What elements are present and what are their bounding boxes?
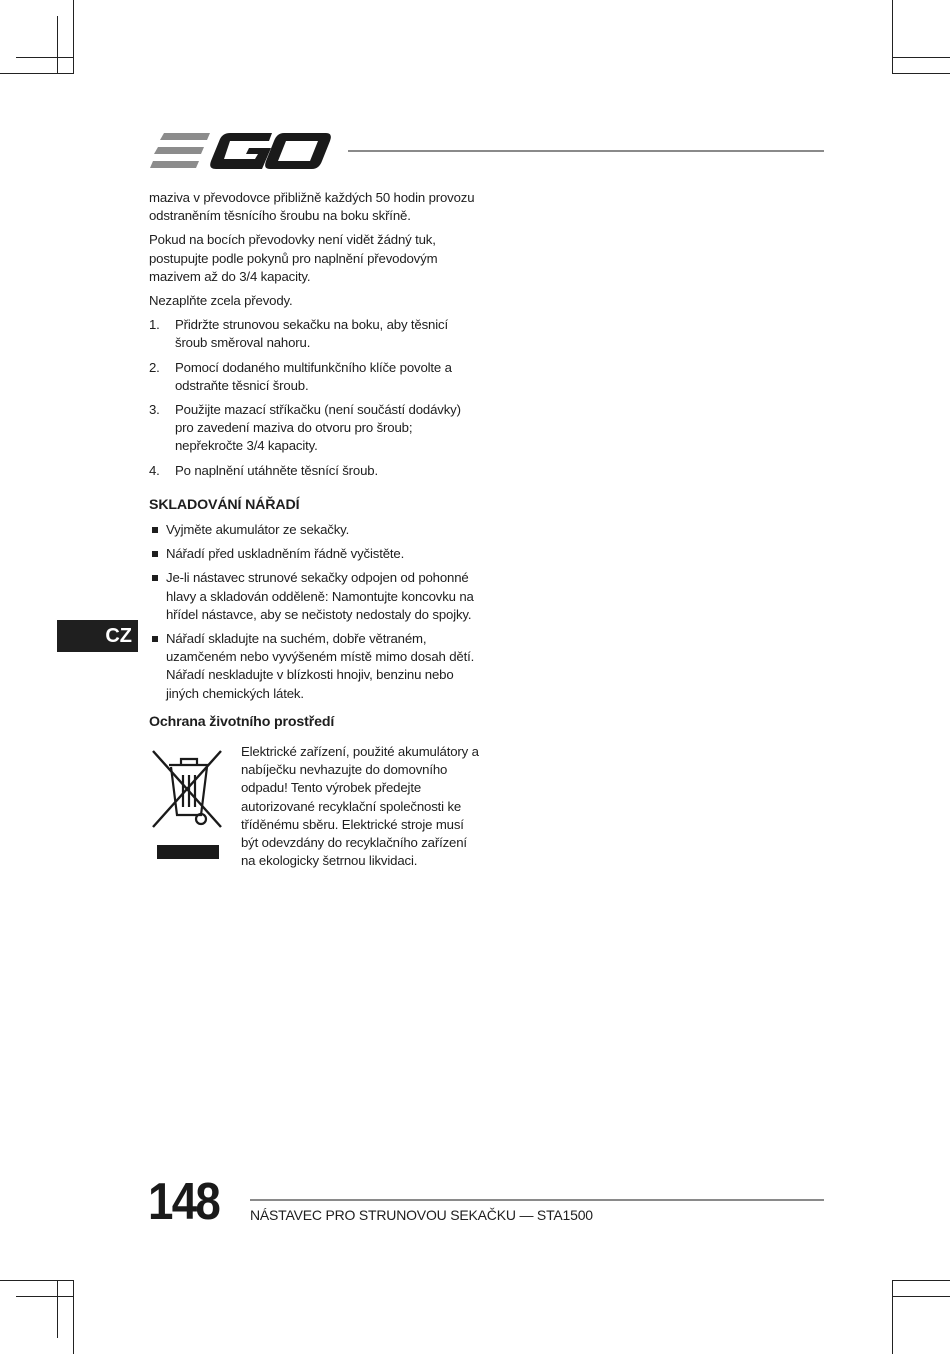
step-text: Použijte mazací stříkačku (není součástí dodávky) pro zavedení maziva do otvoru pro šroub; nepřekročte 3/4 kapacity. bbox=[175, 402, 461, 454]
crop-mark bbox=[57, 16, 58, 74]
step-number: 2. bbox=[149, 359, 160, 375]
subsection-heading: Ochrana životního prostředí bbox=[149, 713, 335, 730]
header-rule bbox=[348, 150, 824, 152]
bullet-text: Vyjměte akumulátor ze sekačky. bbox=[166, 522, 350, 538]
page-number: 148 bbox=[148, 1173, 220, 1231]
crop-mark bbox=[0, 1280, 74, 1281]
crop-mark bbox=[0, 73, 74, 74]
bullet-text: Nářadí před uskladněním řádně vyčistěte. bbox=[166, 546, 405, 562]
list-item bbox=[149, 401, 479, 456]
bullet-icon bbox=[152, 575, 158, 581]
step-text: Přidržte strunovou sekačku na boku, aby těsnicí šroub směroval nahoru. bbox=[175, 317, 448, 351]
step-number: 3. bbox=[149, 402, 160, 418]
main-content bbox=[149, 189, 479, 871]
list-item bbox=[149, 521, 479, 539]
crop-mark bbox=[892, 1296, 950, 1297]
crop-mark bbox=[73, 0, 74, 74]
lubrication-steps bbox=[149, 316, 479, 480]
list-item bbox=[149, 359, 479, 395]
storage-list bbox=[149, 521, 479, 703]
step-text: Pomocí dodaného multifunkčního klíče povolte a odstraňte těsnicí šroub. bbox=[175, 359, 452, 393]
section-heading: SKLADOVÁNÍ NÁŘADÍ bbox=[149, 496, 300, 513]
crop-mark bbox=[73, 1280, 74, 1354]
paragraph: Pokud na bocích převodovky není vidět žádný tuk, postupujte podle pokynů pro naplnění převodovým mazivem až do 3/4 kapacity. bbox=[149, 232, 438, 284]
step-text: Po naplnění utáhněte těsnící šroub. bbox=[175, 462, 378, 478]
crossed-out-wheelie-bin-icon bbox=[149, 743, 225, 861]
ego-logo bbox=[150, 131, 332, 171]
language-tab: CZ bbox=[57, 620, 138, 652]
bullet-icon bbox=[152, 551, 158, 557]
footer-rule bbox=[250, 1199, 824, 1201]
step-number: 1. bbox=[149, 317, 160, 333]
step-number: 4. bbox=[149, 462, 160, 478]
crop-mark bbox=[892, 1280, 893, 1354]
footer-title: NÁSTAVEC PRO STRUNOVOU SEKAČKU — STA1500 bbox=[250, 1207, 593, 1223]
paragraph: maziva v převodovce přibližně každých 50 hodin provozu odstraněním těsnícího šroubu na boku skříně. bbox=[149, 190, 475, 224]
crop-mark bbox=[16, 57, 74, 58]
list-item bbox=[149, 630, 479, 703]
environment-notice bbox=[149, 743, 479, 870]
crop-mark bbox=[892, 0, 893, 74]
list-item bbox=[149, 545, 479, 563]
bullet-icon bbox=[152, 636, 158, 642]
environment-text: Elektrické zařízení, použité akumulátory a nabíječku nevhazujte do domovního odpadu! Tento výrobek předejte autorizované recyklační společnosti ke tříděnému sběru. Elektrické stroje musí být odevzdány do recyklačního zařízení na ekologicky šetrnou likvidaci. bbox=[241, 744, 479, 869]
bullet-text: Je-li nástavec strunové sekačky odpojen od pohonné hlavy a skladován odděleně: Namontujte koncovku na hřídel nástavce, aby se nečistoty nedostaly do spojky. bbox=[166, 570, 474, 622]
crop-mark bbox=[892, 57, 950, 58]
crop-mark bbox=[16, 1296, 74, 1297]
crop-mark bbox=[892, 1280, 950, 1281]
list-item bbox=[149, 316, 479, 352]
paragraph: Nezaplňte zcela převody. bbox=[149, 293, 293, 309]
list-item bbox=[149, 569, 479, 624]
crop-mark bbox=[57, 1280, 58, 1338]
bullet-icon bbox=[152, 527, 158, 533]
bullet-text: Nářadí skladujte na suchém, dobře větraném, uzamčeném nebo vyvýšeném místě mimo dosah dětí. Nářadí neskladujte v blízkosti hnojiv, benzinu nebo jiných chemických látek. bbox=[166, 631, 475, 701]
crop-mark bbox=[892, 73, 950, 74]
list-item bbox=[149, 462, 479, 480]
